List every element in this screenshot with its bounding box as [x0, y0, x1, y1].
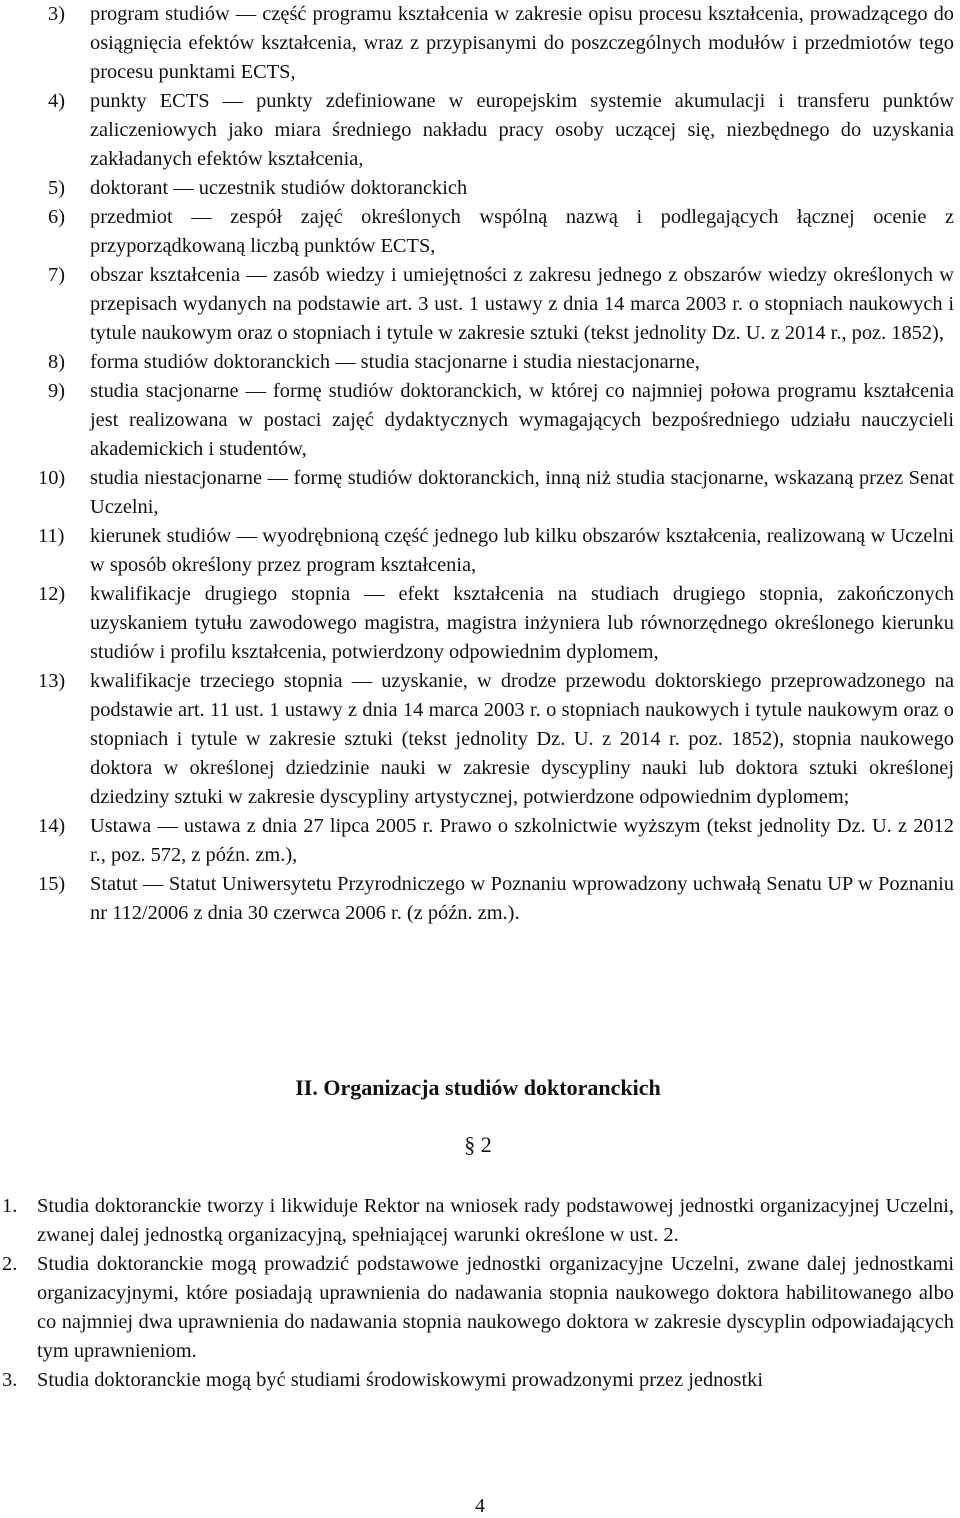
definition-item [0, 0, 960, 87]
definition-number: 14) [38, 815, 66, 837]
paragraph-item [0, 1366, 960, 1395]
paragraph-number: 1. [2, 1195, 18, 1217]
definition-item [0, 203, 960, 261]
definition-number: 8) [48, 351, 65, 373]
definition-number: 13) [38, 670, 66, 692]
definition-number: 9) [48, 380, 65, 402]
paragraph-text: Studia doktoranckie tworzy i likwiduje Rektor na wniosek rady podstawowej jednostki organizacyjnej Uczelni, zwanej dalej jednostką organizacyjną, spełniającej warunki określone w ust. 2. [37, 1195, 954, 1246]
definition-number: 6) [48, 206, 65, 228]
definition-text: studia stacjonarne — formę studiów doktoranckich, w której co najmniej połowa programu kształcenia jest realizowana w postaci zajęć dydaktycznych wymagających bezpośredniego udziału nauczycieli akademickich i studentów, [90, 380, 954, 460]
definition-text: doktorant — uczestnik studiów doktoranckich [90, 177, 468, 199]
paragraph-text: Studia doktoranckie mogą być studiami środowiskowymi prowadzonymi przez jednostki [37, 1369, 763, 1391]
definition-text: Statut — Statut Uniwersytetu Przyrodniczego w Poznaniu wprowadzony uchwałą Senatu UP w Poznaniu nr 112/2006 z dnia 30 czerwca 2006 r. (z późn. zm.). [90, 873, 954, 924]
definition-number: 7) [48, 264, 65, 286]
section-heading: II. Organizacja studiów doktoranckich [295, 1075, 661, 1100]
paragraph-mark: § 2 [464, 1132, 492, 1157]
definition-item [0, 261, 960, 348]
definition-item [0, 348, 960, 377]
definition-text: kierunek studiów — wyodrębnioną część jednego lub kilku obszarów kształcenia, realizowaną w Uczelni w sposób określony przez program kształcenia, [90, 525, 954, 576]
definition-text: punkty ECTS — punkty zdefiniowane w europejskim systemie akumulacji i transferu punktów zaliczeniowych jako miara średniego nakładu pracy osoby uczącej się, niezbędnego do uzyskania zakładanych efektów kształcenia, [90, 90, 954, 170]
definition-item [0, 377, 960, 464]
definition-number: 15) [38, 873, 66, 895]
definition-number: 3) [48, 3, 65, 25]
definition-item [0, 870, 960, 928]
definition-number: 4) [48, 90, 65, 112]
definition-text: kwalifikacje drugiego stopnia — efekt kształcenia na studiach drugiego stopnia, zakończonych uzyskaniem tytułu zawodowego magistra, magistra inżyniera lub równorzędnego określonego kierunku studiów i profilu kształcenia, potwierdzony odpowiednim dyplomem, [90, 583, 954, 663]
definition-text: obszar kształcenia — zasób wiedzy i umiejętności z zakresu jednego z obszarów wiedzy określonych w przepisach wydanych na podstawie art. 3 ust. 1 ustawy z dnia 14 marca 2003 r. o stopniach naukowych i tytule naukowym oraz o stopniach i tytule w zakresie sztuki (tekst jednolity Dz. U. z 2014 r., poz. 1852), [90, 264, 954, 344]
paragraphs-list [0, 1192, 960, 1395]
definition-text: przedmiot — zespół zajęć określonych wspólną nazwą i podlegających łącznej ocenie z przyporządkowaną liczbą punktów ECTS, [90, 206, 954, 257]
definition-item [0, 812, 960, 870]
definition-number: 11) [38, 525, 65, 547]
definition-text: kwalifikacje trzeciego stopnia — uzyskanie, w drodze przewodu doktorskiego przeprowadzonego na podstawie art. 11 ust. 1 ustawy z dnia 14 marca 2003 r. o stopniach naukowych i tytule naukowym oraz o stopniach i tytule w zakresie sztuki (tekst jednolity Dz. U. z 2014 r. poz. 1852), stopnia naukowego doktora w określonej dziedzinie nauki w zakresie dyscypliny nauki lub doktora sztuki określonej dziedziny sztuki w zakresie dyscypliny artystycznej, potwierdzone odpowiednim dyplomem; [90, 670, 954, 808]
definition-number: 5) [48, 177, 65, 199]
paragraph-text: Studia doktoranckie mogą prowadzić podstawowe jednostki organizacyjne Uczelni, zwane dalej jednostkami organizacyjnymi, które posiadają uprawnienia do nadawania stopnia naukowego doktora habilitowanego albo co najmniej dwa uprawnienia do nadawania stopnia naukowego doktora w zakresie dyscyplin odpowiadających tym uprawnieniom. [37, 1253, 954, 1362]
definition-item [0, 667, 960, 812]
definition-number: 12) [38, 583, 66, 605]
definition-text: studia niestacjonarne — formę studiów doktoranckich, inną niż studia stacjonarne, wskazaną przez Senat Uczelni, [90, 467, 954, 518]
definition-item [0, 87, 960, 174]
definition-text: program studiów — część programu kształcenia w zakresie opisu procesu kształcenia, prowadzącego do osiągnięcia efektów kształcenia, wraz z przypisanymi do poszczególnych modułów i przedmiotów tego procesu punktami ECTS, [90, 3, 954, 83]
paragraph-number: 2. [2, 1253, 18, 1275]
definition-item [0, 464, 960, 522]
definition-item [0, 580, 960, 667]
definition-number: 10) [38, 467, 66, 489]
definition-item [0, 174, 960, 203]
page-number: 4 [475, 1495, 485, 1517]
paragraph-number: 3. [2, 1369, 18, 1391]
paragraph-item [0, 1250, 960, 1366]
definition-text: forma studiów doktoranckich — studia stacjonarne i studia niestacjonarne, [90, 351, 700, 373]
paragraph-item [0, 1192, 960, 1250]
definition-item [0, 522, 960, 580]
definition-text: Ustawa — ustawa z dnia 27 lipca 2005 r. Prawo o szkolnictwie wyższym (tekst jednolity Dz. U. z 2012 r., poz. 572, z późn. zm.), [90, 815, 954, 866]
